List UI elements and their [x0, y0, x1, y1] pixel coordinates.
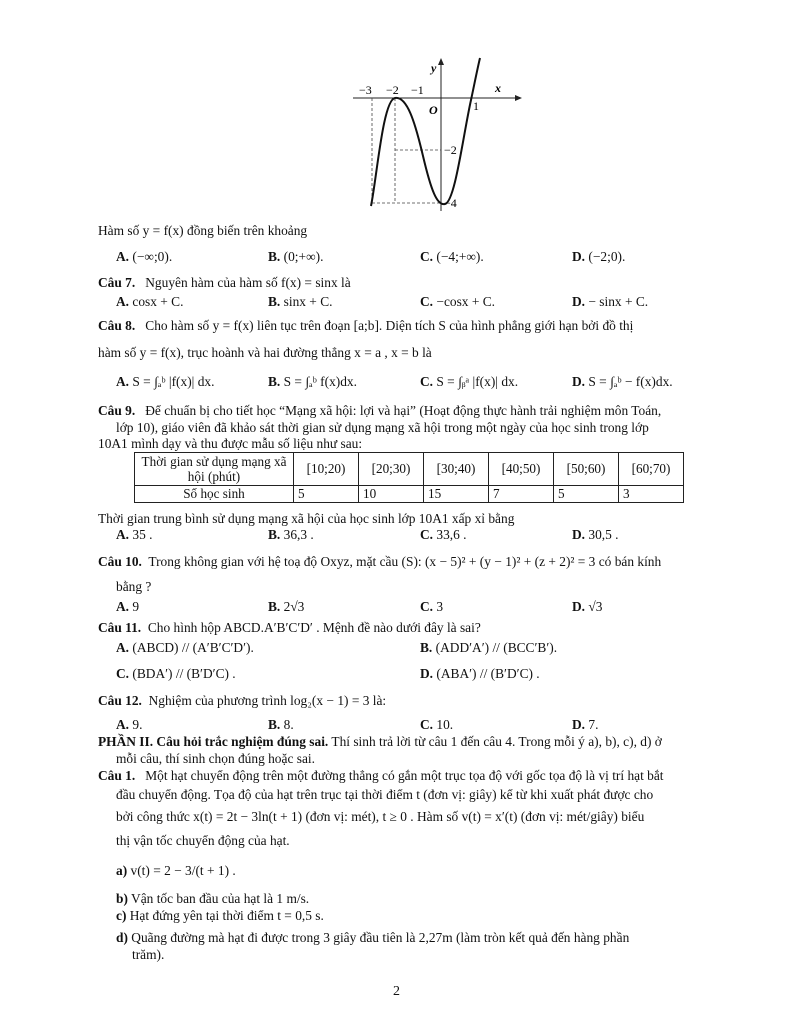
q9-option-d: D. 30,5 .	[572, 527, 619, 542]
q8-line-2: hàm số y = f(x), trục hoành và hai đường thẳng x = a , x = b là	[98, 345, 432, 360]
table-interval: [10;20)	[294, 453, 359, 486]
c1-item-d: d) Quãng đường mà hạt đi được trong 3 giây đầu tiên là 2,27m (làm tròn kết quả đến hàng phần	[116, 930, 630, 945]
q11-option-c: C. (BDA′) // (B′D′C) .	[116, 666, 236, 681]
q8-option-c: C. S = ∫ᵦᵃ |f(x)| dx.	[420, 374, 519, 389]
q7-option-b: B. sinx + C.	[268, 294, 333, 309]
table-count: 3	[619, 486, 684, 503]
q9-line-2: lớp 10), giáo viên đã khảo sát thời gian sử dụng mạng xã hội trong một ngày của học sinh trong lớp	[116, 420, 649, 435]
table-row	[135, 453, 684, 486]
q11-option-a: A. (ABCD) // (A′B′C′D′).	[116, 640, 254, 655]
y-axis-arrow	[438, 58, 444, 65]
function-graph	[345, 56, 525, 216]
part2-heading-2: mỗi câu, thí sinh chọn đúng hoặc sai.	[116, 751, 315, 766]
q12-option-b: B. 8.	[268, 717, 294, 732]
x-axis-label: x	[495, 81, 501, 95]
c1-item-a: a) v(t) = 2 − 3/(t + 1) .	[116, 863, 236, 878]
q6-option-d: D. (−2;0).	[572, 249, 626, 264]
q7-option-d: D. − sinx + C.	[572, 294, 649, 309]
q7-option-a: A. cosx + C.	[116, 294, 184, 309]
origin-label: O	[429, 103, 438, 117]
q9-option-b: B. 36,3 .	[268, 527, 314, 542]
page-number: 2	[393, 984, 400, 999]
q11-line: Câu 11. Cho hình hộp ABCD.A′B′C′D′ . Mệnh đề nào dưới đây là sai?	[98, 620, 481, 635]
q8-option-a: A. S = ∫ₐᵇ |f(x)| dx.	[116, 374, 215, 389]
table-count: 5	[554, 486, 619, 503]
c1-item-c: c) Hạt đứng yên tại thời điểm t = 0,5 s.	[116, 908, 324, 923]
c1-line-4: thị vận tốc chuyển động của hạt.	[116, 833, 290, 848]
q9-line-3: 10A1 mình dạy và thu được mẫu số liệu như sau:	[98, 436, 363, 451]
q7-option-c: C. −cosx + C.	[420, 294, 496, 309]
q6-option-b: B. (0;+∞).	[268, 249, 324, 264]
function-curve	[371, 58, 480, 206]
q6-option-c: C. (−4;+∞).	[420, 249, 484, 264]
x-tick-neg3: −3	[359, 83, 372, 97]
q10-option-b: B. 2√3	[268, 599, 305, 614]
q11-option-b: B. (ADD′A′) // (BCC′B′).	[420, 640, 558, 655]
c1-item-d-2: trăm).	[132, 947, 165, 962]
table-interval: [40;50)	[489, 453, 554, 486]
q7-line: Câu 7. Nguyên hàm của hàm số f(x) = sinx là	[98, 275, 351, 290]
q6-stem: Hàm số y = f(x) đồng biến trên khoảng	[98, 223, 308, 238]
q10-option-d: D. √3	[572, 599, 603, 614]
part2-heading: PHẦN II. Câu hỏi trắc nghiệm đúng sai. Thí sinh trả lời từ câu 1 đến câu 4. Trong mỗi ý a), b), c), d) ở	[98, 734, 662, 749]
c1-line-2: đầu chuyển động. Tọa độ của hạt trên trục tại thời điểm t (đơn vị: giây) kể từ khi xuất phát được cho	[116, 787, 654, 802]
c1-line-3: bởi công thức x(t) = 2t − 3ln(t + 1) (đơn vị: mét), t ≥ 0 . Hàm số v(t) = x′(t) (đơn vị: mét/giây) biểu	[116, 809, 645, 824]
table-count: 15	[424, 486, 489, 503]
x-tick-neg1: −1	[411, 83, 424, 97]
q10-line-1: Câu 10. Trong không gian với hệ toạ độ Oxyz, mặt cầu (S): (x − 5)² + (y − 1)² + (z + 2)² = 3 có bán kính	[98, 554, 662, 569]
q12-option-d: D. 7.	[572, 717, 599, 732]
q8-line-1: Câu 8. Cho hàm số y = f(x) liên tục trên đoạn [a;b]. Diện tích S của hình phẳng giới hạn bởi đồ thị	[98, 318, 634, 333]
q12-option-c: C. 10.	[420, 717, 454, 732]
c1-line-1: Câu 1. Một hạt chuyển động trên một đường thẳng có gắn một trục tọa độ với gốc tọa độ là vị trí hạt bắt	[98, 768, 664, 783]
q9-option-c: C. 33,6 .	[420, 527, 467, 542]
table-interval: [20;30)	[359, 453, 424, 486]
x-tick-1: 1	[473, 99, 479, 113]
table-row	[135, 486, 684, 503]
table-interval: [50;60)	[554, 453, 619, 486]
q12-line: Câu 12. Nghiệm của phương trình log₂(x − 1) = 3 là:	[98, 693, 387, 708]
table-header-label: Thời gian sử dụng mạng xã hội (phút)	[135, 453, 294, 486]
table-row-label: Số học sinh	[135, 486, 294, 503]
x-axis-arrow	[515, 95, 522, 101]
q8-option-d: D. S = ∫ₐᵇ − f(x)dx.	[572, 374, 673, 389]
frequency-table	[134, 452, 684, 503]
table-interval: [30;40)	[424, 453, 489, 486]
y-tick-neg4: −4	[444, 196, 457, 210]
table-count: 7	[489, 486, 554, 503]
q10-option-c: C. 3	[420, 599, 444, 614]
c1-item-b: b) Vận tốc ban đầu của hạt là 1 m/s.	[116, 891, 310, 906]
q8-option-b: B. S = ∫ₐᵇ f(x)dx.	[268, 374, 357, 389]
table-interval: [60;70)	[619, 453, 684, 486]
table-count: 10	[359, 486, 424, 503]
q12-option-a: A. 9.	[116, 717, 143, 732]
q9-line-1: Câu 9. Để chuẩn bị cho tiết học “Mạng xã hội: lợi và hại” (Hoạt động thực hành trải nghiệm môn Toán,	[98, 403, 662, 418]
q11-option-d: D. (ABA′) // (B′D′C) .	[420, 666, 540, 681]
q6-option-a: A. (−∞;0).	[116, 249, 173, 264]
y-tick-neg2: −2	[444, 143, 457, 157]
q10-option-a: A. 9	[116, 599, 140, 614]
y-axis-label: y	[431, 61, 437, 75]
x-tick-neg2: −2	[386, 83, 399, 97]
q9-option-a: A. 35 .	[116, 527, 153, 542]
table-count: 5	[294, 486, 359, 503]
q10-line-2: bằng ?	[116, 579, 152, 594]
q9-after: Thời gian trung bình sử dụng mạng xã hội của học sinh lớp 10A1 xấp xỉ bằng	[98, 511, 515, 526]
